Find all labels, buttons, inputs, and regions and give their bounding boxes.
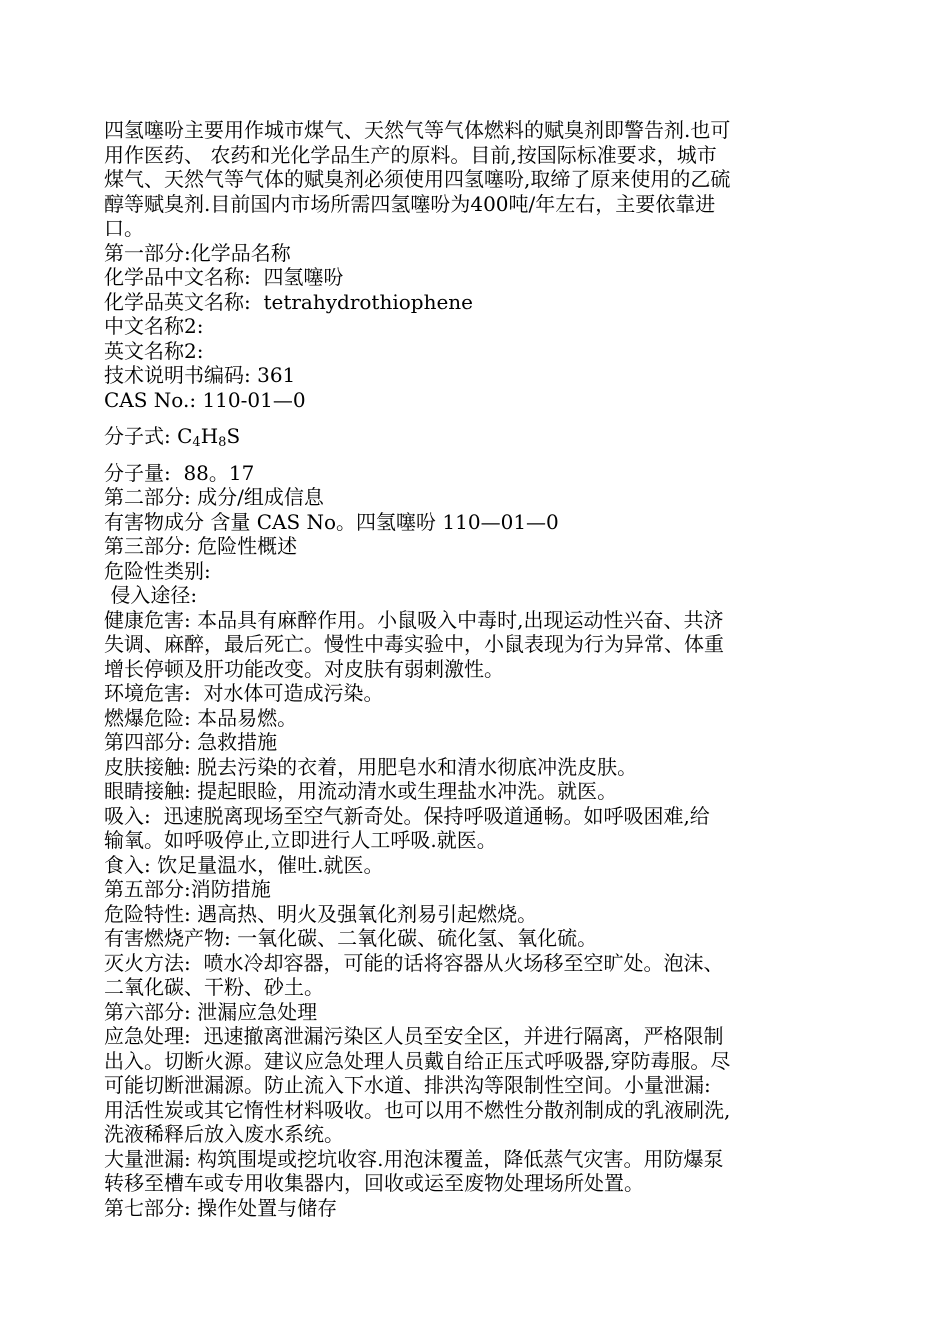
intro-line-1: 四氢噻吩主要用作城市煤气、天然气等气体燃料的赋臭剂即警告剂.也可 xyxy=(104,118,731,142)
skin-contact: 皮肤接触: 脱去污染的衣着，用肥皂水和清水彻底冲洗皮肤。 xyxy=(104,754,638,779)
chinese-name: 化学品中文名称: 四氢噻吩 xyxy=(104,265,344,289)
hazard-category: 危险性类别: xyxy=(104,558,211,583)
emergency-5: 洗液稀释后放入废水系统。 xyxy=(104,1122,344,1146)
large-leak-2: 转移至槽车或专用收集器内，回收或运至废物处理场所处置。 xyxy=(104,1171,644,1195)
health-hazard-1: 健康危害: 本品具有麻醉作用。小鼠吸入中毒时,出现运动性兴奋、共济 xyxy=(104,607,724,632)
inhalation-1: 吸入: 迅速脱离现场至空气新奇处。保持呼吸道通畅。如呼吸困难,给 xyxy=(104,803,710,828)
formula-h-sub: 8 xyxy=(218,435,227,450)
intro-line-2: 用作医药、 农药和光化学品生产的原料。目前,按国际标准要求，城市 xyxy=(104,142,717,167)
molecular-weight: 分子量: 88。17 xyxy=(104,460,255,485)
formula-c-sub: 4 xyxy=(192,435,201,450)
section-3-heading: 第三部分: 危险性概述 xyxy=(104,534,298,558)
combustion-products: 有害燃烧产物: 一氧化碳、二氧化碳、硫化氢、氧化硫。 xyxy=(104,926,598,950)
extinguishing-2: 二氧化碳、干粉、砂土。 xyxy=(104,975,324,999)
intro-line-5: 口。 xyxy=(104,216,144,240)
english-name-2: 英文名称2: xyxy=(104,338,204,363)
emergency-3: 可能切断泄漏源。防止流入下水道、排洪沟等限制性空间。小量泄漏: xyxy=(104,1073,711,1097)
fire-explosion-hazard: 燃爆危险: 本品易燃。 xyxy=(104,705,298,730)
english-name: 化学品英文名称: tetrahydrothiophene xyxy=(104,289,474,314)
intro-line-3: 煤气、天然气等气体的赋臭剂必须使用四氢噻吩,取缔了原来使用的乙硫 xyxy=(104,167,731,191)
intro-line-4: 醇等赋臭剂.目前国内市场所需四氢噻吩为400吨/年左右，主要依靠进 xyxy=(104,191,716,216)
document-body xyxy=(104,118,816,1220)
spec-code: 技术说明书编码: 361 xyxy=(104,363,296,387)
blank-gap-1 xyxy=(104,412,816,424)
emergency-2: 出入。切断火源。建议应急处理人员戴自给正压式呼吸器,穿防毒服。尽 xyxy=(104,1048,731,1073)
entry-route: 侵入途径: xyxy=(104,583,198,607)
environment-hazard: 环境危害: 对水体可造成污染。 xyxy=(104,681,384,705)
formula-label: 分子式: xyxy=(104,424,178,448)
formula-c: C xyxy=(177,424,193,448)
section-4-heading: 第四部分: 急救措施 xyxy=(104,730,278,754)
cas-number: CAS No.: 110-01—0 xyxy=(104,387,306,412)
section-5-heading: 第五部分:消防措施 xyxy=(104,877,271,901)
inhalation-2: 输氧。如呼吸停止,立即进行人工呼吸.就医。 xyxy=(104,828,497,852)
section-7-heading: 第七部分: 操作处置与储存 xyxy=(104,1195,338,1220)
formula-h: H xyxy=(200,424,219,448)
formula-s: S xyxy=(226,424,241,448)
molecular-formula xyxy=(104,424,816,449)
hazardous-components: 有害物成分 含量 CAS No。四氢噻吩 110—01—0 xyxy=(104,509,559,534)
eye-contact: 眼睛接触: 提起眼睑，用流动清水或生理盐水冲洗。就医。 xyxy=(104,779,618,803)
section-6-heading: 第六部分: 泄漏应急处理 xyxy=(104,999,318,1024)
large-leak-1: 大量泄漏: 构筑围堤或挖坑收容.用泡沫覆盖，降低蒸气灾害。用防爆泵 xyxy=(104,1146,724,1171)
blank-gap-2 xyxy=(104,449,816,461)
emergency-1: 应急处理: 迅速撤离泄漏污染区人员至安全区，并进行隔离，严格限制 xyxy=(104,1024,724,1048)
health-hazard-3: 增长停顿及肝功能改变。对皮肤有弱刺激性。 xyxy=(104,656,504,681)
hazard-properties: 危险特性: 遇高热、明火及强氧化剂易引起燃烧。 xyxy=(104,901,538,926)
extinguishing-1: 灭火方法: 喷水冷却容器，可能的话将容器从火场移至空旷处。泡沫、 xyxy=(104,950,724,975)
section-1-heading: 第一部分:化学品名称 xyxy=(104,240,291,265)
ingestion: 食入: 饮足量温水，催吐.就医。 xyxy=(104,852,384,877)
chinese-name-2: 中文名称2: xyxy=(104,314,204,338)
section-2-heading: 第二部分: 成分/组成信息 xyxy=(104,485,324,509)
emergency-4: 用活性炭或其它惰性材料吸收。也可以用不燃性分散剂制成的乳液刷洗, xyxy=(104,1097,731,1122)
health-hazard-2: 失调、麻醉，最后死亡。慢性中毒实验中，小鼠表现为行为异常、体重 xyxy=(104,632,724,656)
